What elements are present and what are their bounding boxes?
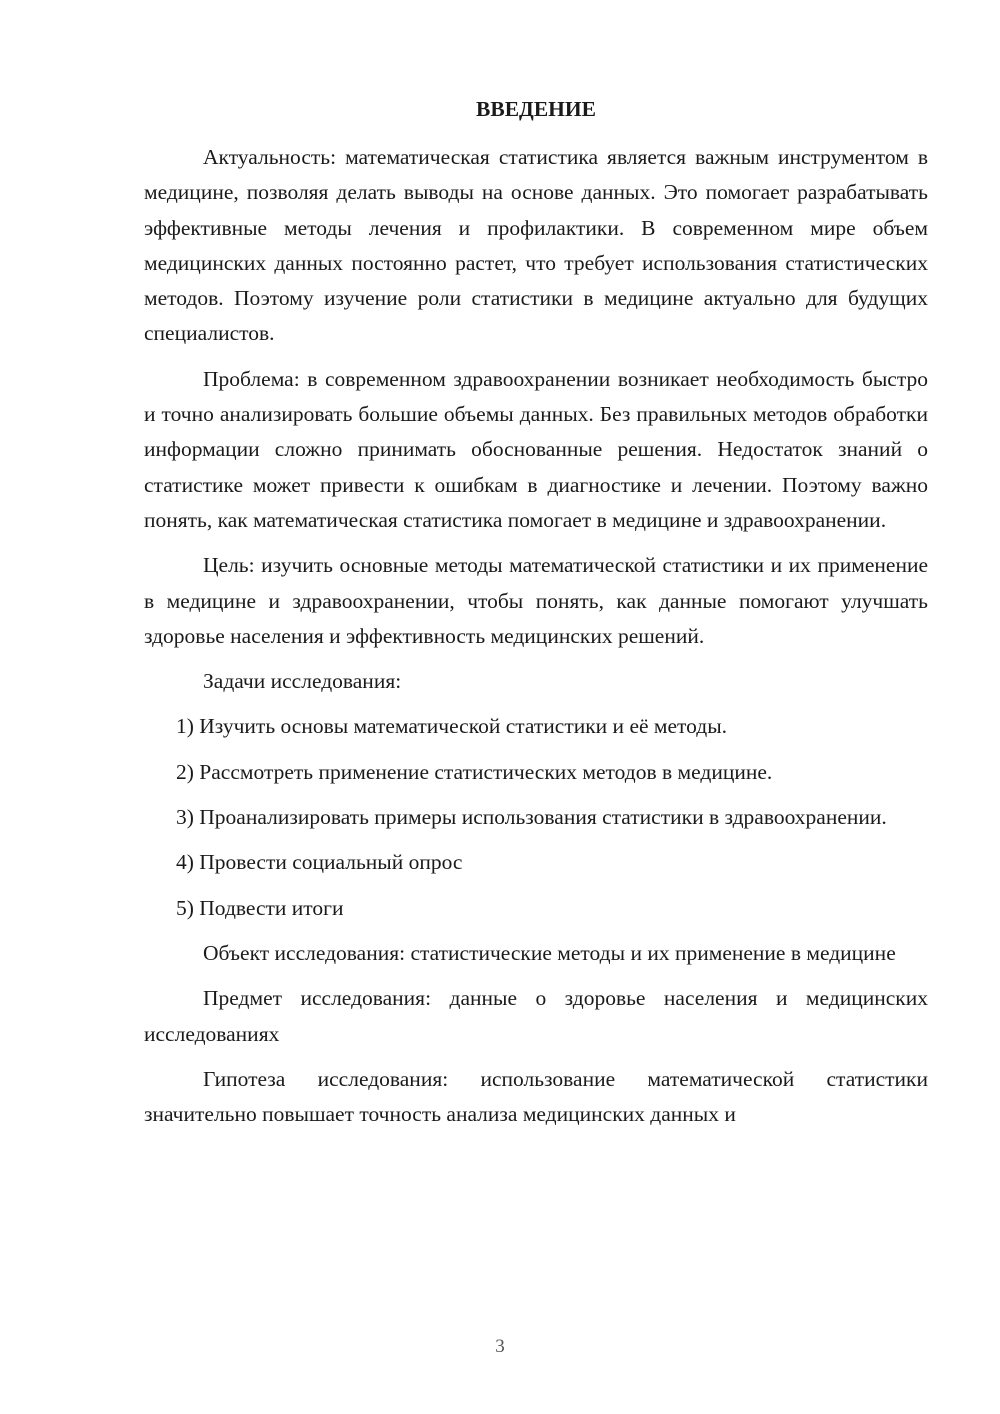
page-title: ВВЕДЕНИЕ xyxy=(476,97,596,121)
page-content xyxy=(144,92,928,1142)
goal-paragraph: Цель: изучить основные методы математической статистики и их применение в медицине и здравоохранении, чтобы понять, как данные помогают улучшать здоровье населения и эффективность медицинских решений. xyxy=(144,553,928,648)
object-paragraph: Объект исследования: статистические методы и их применение в медицине xyxy=(203,940,896,965)
hypothesis-paragraph: Гипотеза исследования: использование математической статистики значительно повышает точность анализа медицинских данных и xyxy=(144,1066,928,1127)
task-item: 1) Изучить основы математической статистики и её методы. xyxy=(176,714,728,739)
relevance-paragraph: Актуальность: математическая статистика является важным инструментом в медицине, позволяя делать выводы на основе данных. Это помогает разрабатывать эффективные методы лечения и профилактики. В современном мире объем медицинских данных постоянно растет, что требует использования статистических методов. Поэтому изучение роли статистики в медицине актуально для будущих специалистов. xyxy=(144,145,928,346)
problem-paragraph: Проблема: в современном здравоохранении возникает необходимость быстро и точно анализировать большие объемы данных. Без правильных методов обработки информации сложно принимать обоснованные решения. Недостаток знаний о статистике может привести к ошибкам в диагностике и лечении. Поэтому важно понять, как математическая статистика помогает в медицине и здравоохранении. xyxy=(144,366,928,532)
task-item: 2) Рассмотреть применение статистических методов в медицине. xyxy=(176,759,773,784)
subject-paragraph: Предмет исследования: данные о здоровье населения и медицинских исследованиях xyxy=(144,986,928,1046)
page-number: 3 xyxy=(495,1336,505,1357)
tasks-heading: Задачи исследования: xyxy=(203,669,402,694)
task-item: 5) Подвести итоги xyxy=(176,895,344,920)
task-item: 4) Провести социальный опрос xyxy=(176,850,463,875)
task-item: 3) Проанализировать примеры использования статистики в здравоохранении. xyxy=(176,805,887,830)
